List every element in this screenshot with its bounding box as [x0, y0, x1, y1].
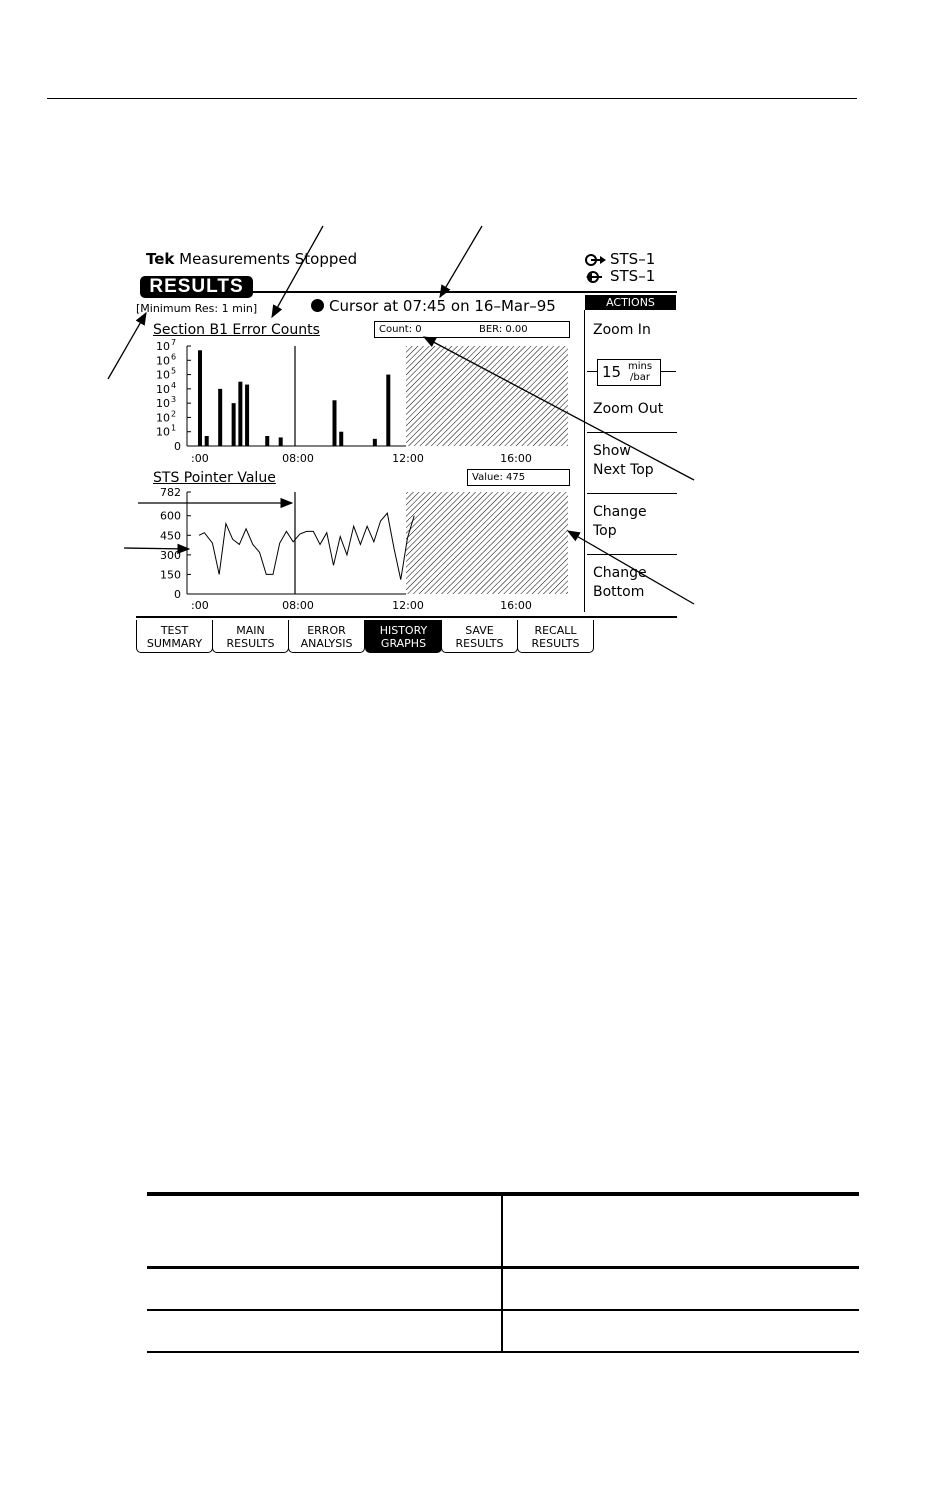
y-tick-label: 150 — [160, 568, 181, 582]
table-header-rule — [147, 1266, 859, 1269]
tab-label-line2: RESULTS — [455, 637, 504, 650]
actions-header: ACTIONS — [585, 295, 676, 310]
tab-history-graphs[interactable] — [365, 620, 442, 653]
callout-arrow — [108, 313, 146, 379]
callout-arrow — [424, 337, 694, 480]
minimum-resolution: [Minimum Res: 1 min] — [136, 302, 258, 315]
top-graph-title: Section B1 Error Counts — [153, 322, 320, 338]
zoom-unit-top: mins — [628, 361, 653, 372]
tab-recall-results[interactable] — [517, 620, 594, 653]
cursor-text: Cursor at 07:45 on 16–Mar–95 — [329, 297, 556, 315]
tab-label-line1: RECALL — [534, 624, 577, 637]
x-tick-label: 08:00 — [282, 599, 314, 612]
callout-arrow — [568, 531, 694, 604]
measurement-status: Measurements Stopped — [179, 250, 358, 268]
ber-readout: BER: 0.00 — [479, 324, 528, 335]
pointer-value: Value: 475 — [472, 472, 526, 483]
tick-base: 10 — [156, 397, 170, 411]
callout-arrow — [440, 226, 482, 297]
y-tick-label: 782 — [160, 486, 181, 499]
x-tick-label: 12:00 — [392, 452, 424, 465]
table-bottom-rule — [147, 1351, 859, 1353]
tick-base: 10 — [156, 425, 170, 439]
tx-signal-label: STS–1 — [610, 250, 656, 268]
tab-test-summary[interactable] — [136, 620, 213, 653]
x-tick-label: 08:00 — [282, 452, 314, 465]
x-tick-label: :00 — [191, 452, 209, 465]
zoom-value: 15 — [602, 363, 622, 381]
x-tick-label: 12:00 — [392, 599, 424, 612]
tick-base: 10 — [156, 354, 170, 368]
y-tick-label: 0 — [174, 440, 181, 453]
x-tick-label: 16:00 — [500, 452, 532, 465]
bottom-graph-title: STS Pointer Value — [153, 470, 276, 486]
tab-label-line2: SUMMARY — [146, 637, 203, 650]
show-next-line1: Show — [593, 443, 631, 459]
tab-label-line2: ANALYSIS — [300, 637, 353, 650]
rx-signal-label: STS–1 — [610, 267, 656, 285]
results-badge: RESULTS — [140, 276, 253, 298]
y-tick-label: 600 — [160, 509, 181, 523]
tick-base: 10 — [156, 340, 170, 353]
tab-main-results[interactable] — [212, 620, 289, 653]
tek-label: Tek — [146, 250, 175, 268]
zoom-in-button[interactable]: Zoom In — [593, 322, 651, 338]
y-tick-exponent: 2 — [171, 409, 177, 419]
zoom-out-button[interactable]: Zoom Out — [593, 401, 664, 417]
y-tick-exponent: 6 — [171, 352, 177, 362]
tick-base: 10 — [156, 411, 170, 425]
table-row-rule — [147, 1309, 859, 1311]
tab-label-line1: MAIN — [236, 624, 265, 637]
callout-arrow — [272, 226, 323, 317]
tab-label-line1: SAVE — [465, 624, 494, 637]
change-top-line1: Change — [593, 504, 647, 520]
change-bottom-line1: Change — [593, 565, 647, 581]
tab-label-line1: TEST — [160, 624, 189, 637]
count-readout: Count: 0 — [379, 324, 422, 335]
y-tick-label: 300 — [160, 548, 181, 562]
y-tick-exponent: 3 — [171, 395, 177, 405]
table-top-rule — [147, 1192, 859, 1196]
y-tick-exponent: 5 — [171, 366, 177, 376]
x-tick-label: 16:00 — [500, 599, 532, 612]
callout-arrows — [0, 0, 950, 620]
tab-error-analysis[interactable] — [288, 620, 365, 653]
y-tick-exponent: 7 — [171, 338, 177, 347]
tab-label-line2: RESULTS — [226, 637, 275, 650]
tab-label-line2: RESULTS — [531, 637, 580, 650]
y-tick-label: 450 — [160, 529, 181, 543]
tab-label-line1: ERROR — [307, 624, 346, 637]
tick-base: 10 — [156, 382, 170, 396]
callout-arrow — [124, 548, 189, 549]
change-top-line2: Top — [593, 523, 617, 539]
tab-label-line2: GRAPHS — [380, 637, 427, 650]
y-tick-exponent: 1 — [171, 423, 177, 433]
zoom-unit-bottom: /bar — [630, 372, 650, 383]
change-bottom-line2: Bottom — [593, 584, 645, 600]
table-column-rule — [501, 1196, 503, 1353]
tab-label-line1: HISTORY — [379, 624, 428, 637]
x-tick-label: :00 — [191, 599, 209, 612]
tab-save-results[interactable] — [441, 620, 518, 653]
y-tick-exponent: 4 — [171, 380, 177, 390]
show-next-line2: Next Top — [593, 462, 654, 478]
tick-base: 10 — [156, 368, 170, 382]
y-tick-label: 0 — [174, 588, 181, 601]
